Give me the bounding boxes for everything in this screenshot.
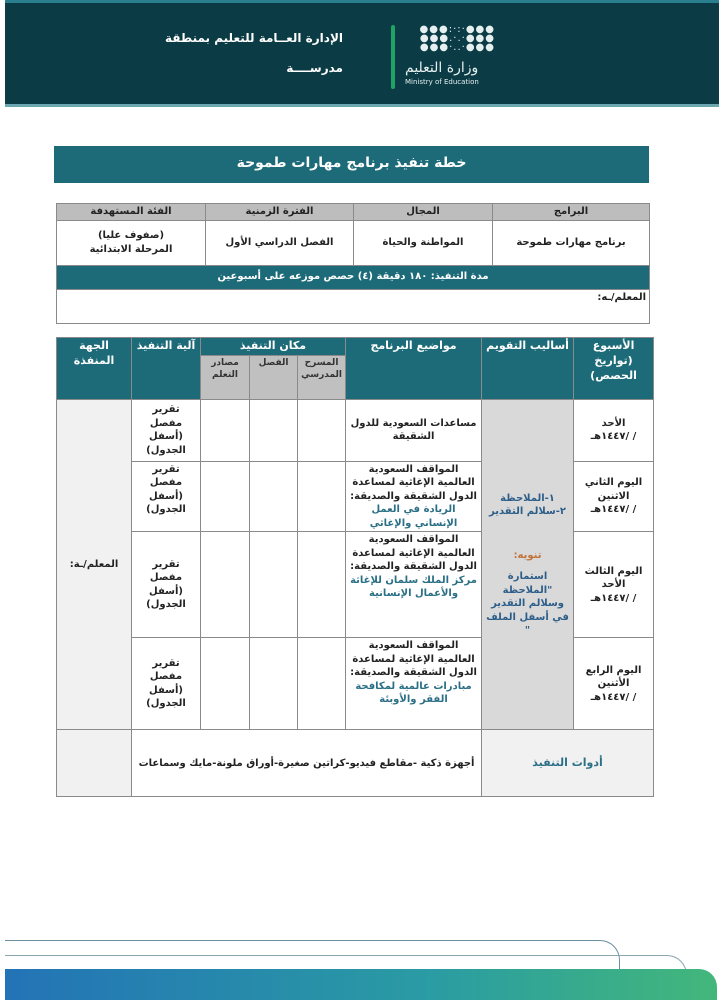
classroom-check[interactable] [250,399,298,461]
header-place: مكان التنفيذ [201,338,346,356]
resources-check[interactable] [201,532,250,638]
header-target: الفئة المستهدفة [57,204,206,221]
mechanism-cell: تقرير مفصل (أسفل الجدول) [132,638,201,730]
resources-check[interactable] [201,638,250,730]
topic-text: المواقف السعودية العالمية الإغاثية لمساعدة الدول الشقيقة والصديقة: [350,640,477,679]
tools-label: أدوات التنفيذ [482,730,654,797]
note-text: استمارة "الملاحظة وسلالم التقدير في أسفل الملف " [486,571,569,637]
week-cell: الأحد / /١٤٤٧هـ [574,399,654,461]
header-evaluation: أساليب التقويم [482,338,574,400]
plan-table [56,337,654,797]
logo-dots-icon: ●●●·:·:●●● ●●●·.·.●●● ●●●·..·●●● [419,24,495,53]
tools-value: أجهزة ذكية -مقاطع فيديو-كراتين صغيرة-أوراق ملونة-مايك وسماعات [132,730,482,797]
logo-english: Ministry of Education [405,78,479,86]
header-mechanism: آلية التنفيذ [132,338,201,400]
header-week: الأسبوع (تواريخ الحصص) [574,338,654,400]
header-domain: المجال [354,204,493,221]
school-name: مدرســــة [286,61,343,75]
theater-check[interactable] [298,532,346,638]
header-topics: مواضيع البرنامج [346,338,482,400]
evaluation-cell [482,399,574,730]
theater-check[interactable] [298,461,346,532]
period-value: الفصل الدراسي الأول [206,220,354,265]
week-cell: اليوم الثالث الأحد / /١٤٤٧هـ [574,532,654,638]
divider [391,25,395,89]
topic-cell [346,532,482,638]
program-info-table [56,203,650,324]
topic-cell [346,461,482,532]
header-resources: مصادر التعلم [201,355,250,399]
program-value: برنامج مهارات طموحة [493,220,650,265]
note-label: تنويه: [513,549,542,561]
tools-row [57,730,654,797]
header-entity: الجهة المنفذة [57,338,132,400]
classroom-check[interactable] [250,461,298,532]
teacher-field[interactable]: المعلم/ـه: [57,289,650,323]
topic-highlight: الريادة في العمل الإنساني والإغاثي [369,504,458,529]
resources-check[interactable] [201,461,250,532]
header-theater: المسرح المدرسي [298,355,346,399]
header-period: الفترة الزمنية [206,204,354,221]
page-title: خطة تنفيذ برنامج مهارات طموحة [54,146,649,183]
duration: مدة التنفيذ: ١٨٠ دقيقة (٤) حصص موزعه على أسبوعين [57,265,650,289]
week-cell: اليوم الرابع الأثنين / /١٤٤٧هـ [574,638,654,730]
mechanism-cell: تقرير مفصل (أسفل الجدول) [132,461,201,532]
header-classroom: الفصل [250,355,298,399]
topic-cell [346,399,482,461]
entity-cell[interactable]: المعلم/ـة: [57,399,132,730]
classroom-check[interactable] [250,638,298,730]
header-banner [5,0,719,107]
target-value: (صفوف عليا) المرحلة الابتدائية [57,220,206,265]
ministry-logo [405,25,495,91]
topic-highlight: مبادرات عالمية لمكافحة الفقر والأوبئة [355,680,472,706]
logo-arabic: وزارة التعليم [405,60,479,76]
theater-check[interactable] [298,638,346,730]
mechanism-cell: تقرير مفصل (أسفل الجدول) [132,532,201,638]
tools-empty-cell [57,730,132,797]
week-cell: اليوم الثاني الاثنين / /١٤٤٧هـ [574,461,654,532]
footer-band [5,969,717,1000]
evaluation-methods: ١-الملاحظة ٢-سلالم التقدير [489,492,567,518]
classroom-check[interactable] [250,532,298,638]
topic-text: المواقف السعودية العالمية الإغاثية لمساعدة الدول الشقيقة والصديقة: [350,463,477,502]
topic-text: مساعدات السعودية للدول الشقيقة [350,417,477,443]
table-row [57,399,654,461]
resources-check[interactable] [201,399,250,461]
directorate-title: الإدارة العــامة للتعليم بمنطقة [165,31,343,45]
topic-text: المواقف السعودية العالمية الإغاثية لمساعدة الدول الشقيقة والصديقة: [350,534,477,573]
header-programs: البرامج [493,204,650,221]
topic-highlight: مركز الملك سلمان للإغاثة والأعمال الإنسانية [350,574,477,600]
mechanism-cell: تقرير مفصل (أسفل الجدول) [132,399,201,461]
domain-value: المواطنة والحياة [354,220,493,265]
theater-check[interactable] [298,399,346,461]
topic-cell [346,638,482,730]
